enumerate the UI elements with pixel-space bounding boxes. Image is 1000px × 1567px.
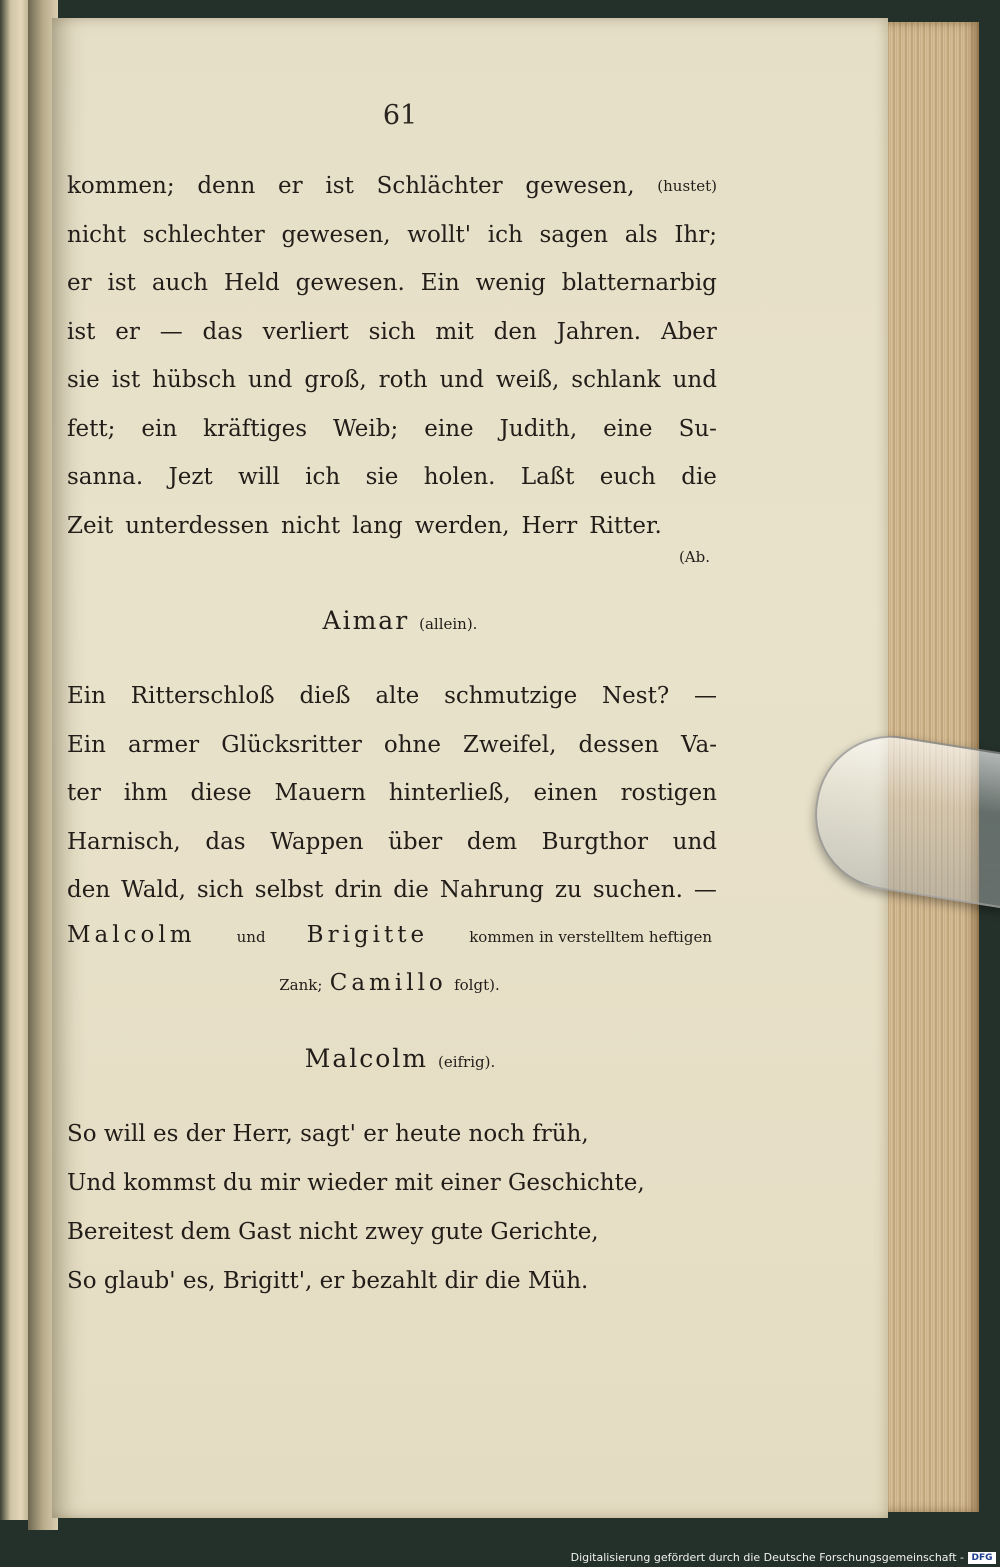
word: als [624,221,658,248]
word: will [238,464,280,490]
word: armer [128,731,200,758]
footer-credit: Digitalisierung gefördert durch die Deutsche Forschungsgemeinschaft - [570,1551,964,1564]
word: Ein [67,731,106,758]
word: Jezt [168,464,213,490]
word: und [672,828,717,855]
verse-line: So will es der Herr, sagt' er heute noch früh, [67,1121,589,1147]
word: Nahrung [439,877,544,903]
character-name: Malcolm [67,922,196,948]
word: sie [365,464,399,490]
word: groß, [304,367,367,393]
verse-line: Bereitest dem Gast nicht zwey gute Gerichte, [67,1219,599,1245]
word: Nest? [602,683,670,709]
text-line [67,672,717,721]
word: ist [67,318,96,345]
word: Burgthor [541,828,649,855]
text-line [67,211,717,260]
word: sie [67,367,100,393]
word: lang [352,512,403,539]
word: hübsch [152,367,237,393]
verse-line: Und kommst du mir wieder mit einer Geschichte, [67,1170,645,1196]
word: und [439,367,484,393]
word: Ritter. [589,512,662,539]
word: Su- [678,415,717,442]
word: sich [196,877,244,903]
speaker-heading-malcolm [160,1044,640,1073]
word: nicht [67,221,127,248]
word: ist [325,173,354,199]
word: ist [111,367,141,393]
word: einen [533,780,598,806]
word: nicht [281,512,341,539]
word: und [672,367,717,393]
word: Laßt [520,464,575,490]
speaker-direction: (allein). [419,615,478,633]
word: selbst [254,877,324,903]
prose-block [67,162,717,550]
dfg-logo: DFG [968,1552,996,1564]
text-line [67,721,717,770]
word: die [393,877,429,903]
word: weiß, [495,367,560,393]
word: suchen. [592,877,683,903]
word: holen. [423,464,496,490]
word: Ein [420,270,460,296]
speaker-name: Aimar [322,606,410,635]
word: er [115,318,140,345]
word: ter [67,780,101,806]
text-line [67,259,717,308]
word: gewesen. [295,270,405,296]
word: ohne [383,731,441,758]
word: Schlächter [376,173,503,199]
word: unterdessen [125,512,270,539]
word: ihm [123,780,168,806]
word: dem [466,828,518,855]
word: eine [603,415,653,442]
word: hinterließ, [388,780,511,806]
word: wollt' [407,221,472,248]
word: Va- [680,731,717,758]
word: sich [368,318,416,345]
word: — [693,877,717,903]
word: schmutzige [444,683,578,709]
left-page-edge [0,0,30,1520]
word: roth [378,367,428,393]
stage-text: folgt). [454,976,500,994]
word: Ein [67,683,106,709]
word: ist [107,270,136,296]
text-line [67,769,717,818]
word: schlechter [142,221,265,248]
text-line [67,308,717,357]
page-number: 61 [382,100,418,131]
verse-line: So glaub' es, Brigitt', er bezahlt dir die Müh. [67,1268,589,1294]
word: Glücksritter [221,731,362,758]
word: das [202,318,243,345]
text-line [67,453,717,502]
word: Harnisch, [67,828,181,855]
word: den [493,318,537,345]
word: Aber [660,318,717,345]
word: Judith, [499,415,578,442]
monologue-block [67,672,717,915]
word: mit [435,318,474,345]
word: gewesen, [281,221,391,248]
word: Wappen [270,828,364,855]
verse-block [67,1110,707,1306]
word: zu [554,877,582,903]
speaker-direction: (eifrig). [437,1053,496,1071]
word: sanna. [67,464,144,490]
word: drin [334,877,383,903]
word: verliert [262,318,349,345]
word: Ritterschloß [130,683,275,709]
exit-stage-direction: (Ab. [678,548,710,566]
word: auch [151,270,209,296]
word: euch [599,464,656,490]
word: rostigen [620,780,717,806]
word: ich [487,221,523,248]
word: den [67,877,111,903]
inline-stage-note: (hustet) [657,177,717,195]
word: sagen [539,221,609,248]
text-line [67,502,717,551]
word: kommen; [67,173,175,199]
speaker-name: Malcolm [304,1044,429,1073]
word: Wald, [121,877,186,903]
word: dieß [299,683,351,709]
word: schlank [571,367,661,393]
speaker-heading-aimar [160,606,640,635]
word: über [388,828,443,855]
stage-text: Zank; [279,976,323,994]
word: Held [223,270,280,296]
word: dessen [578,731,659,758]
word: Zweifel, [463,731,557,758]
word: blatternarbig [561,270,717,296]
word: Herr [521,512,578,539]
stage-text: kommen in verstelltem heftigen [469,928,712,946]
text-line [67,162,717,211]
word: Mauern [274,780,366,806]
word: werden, [414,512,510,539]
word: Zeit [67,512,114,539]
word: das [205,828,246,855]
word: — [693,683,717,709]
word: Weib; [333,415,399,442]
character-name: Brigitte [306,922,429,948]
word: eine [424,415,474,442]
word: wenig [475,270,546,296]
text-line [67,866,717,915]
text-line [67,356,717,405]
stage-direction-block [67,912,712,1008]
word: die [681,464,717,490]
word: alte [375,683,420,709]
text-line [67,405,717,454]
stage-text: und [236,928,266,946]
word: er [67,270,92,296]
word: gewesen, [525,173,635,199]
word: Jahren. [556,318,642,345]
word: denn [197,173,256,199]
word: — [159,318,183,345]
word: und [248,367,293,393]
word: ich [305,464,341,490]
word: Ihr; [674,221,717,248]
word: er [278,173,303,199]
word: fett; [67,415,116,442]
word: kräftiges [203,415,308,442]
character-name: Camillo [329,970,447,996]
word: ein [141,415,178,442]
word: diese [190,780,252,806]
text-line [67,818,717,867]
